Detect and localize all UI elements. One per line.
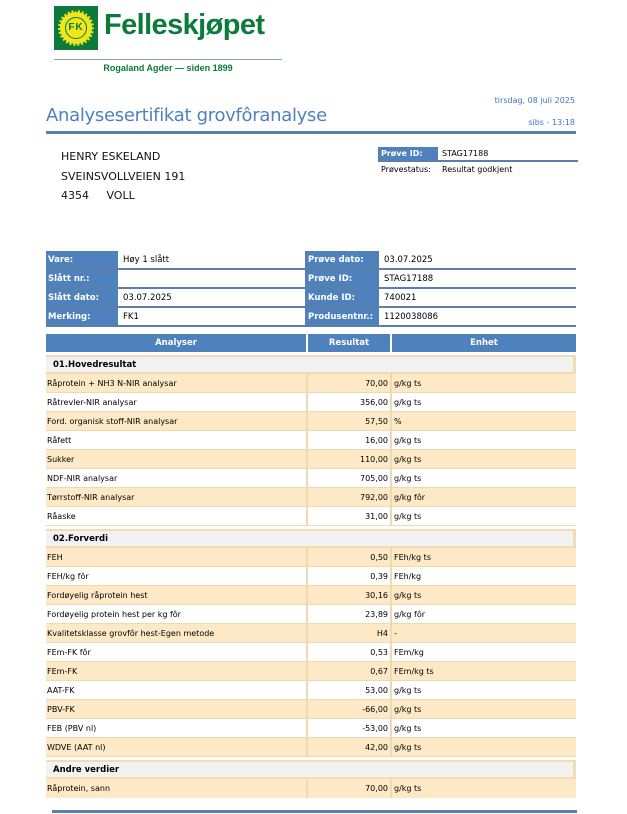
- result-unit: FEm/kg ts: [394, 666, 434, 676]
- result-unit: g/kg ts: [394, 685, 422, 695]
- analysis-name: Fordøyelig protein hest per kg fôr: [46, 605, 308, 623]
- result-value: 0,50: [308, 548, 392, 566]
- info-label-prove-id: Prøve ID:: [305, 270, 380, 287]
- result-unit: g/kg ts: [394, 473, 422, 483]
- result-unit: g/kg ts: [394, 590, 422, 600]
- result-value: 30,16: [308, 586, 392, 604]
- info-label-kunde-id: Kunde ID:: [305, 289, 380, 306]
- sample-summary: [378, 147, 578, 177]
- section-header: 01.Hovedresultat: [46, 355, 576, 374]
- logo-wordmark: Felleskjøpet: [104, 9, 265, 41]
- analysis-name: Ford. organisk stoff-NIR analysar: [46, 412, 308, 430]
- analysis-name: FEB (PBV nl): [46, 719, 308, 737]
- column-header-enhet: Enhet: [470, 338, 498, 348]
- table-row: [46, 700, 576, 719]
- result-value: 42,00: [308, 738, 392, 756]
- info-label-vare: Vare:: [46, 251, 119, 268]
- table-row: [46, 662, 576, 681]
- table-row: [46, 548, 576, 567]
- info-label-slatt-dato: Slått dato:: [46, 289, 119, 306]
- result-unit: g/kg fôr: [394, 609, 426, 619]
- result-unit: FEm/kg: [394, 647, 424, 657]
- info-value-prove-id: STAG17188: [384, 273, 434, 284]
- result-unit: g/kg ts: [394, 435, 422, 445]
- info-value-kunde-id: 740021: [384, 292, 417, 303]
- table-row: [46, 431, 576, 450]
- sample-status-value: Resultat godkjent: [442, 165, 513, 174]
- info-label-merking: Merking:: [46, 308, 119, 325]
- table-row: [46, 507, 576, 526]
- result-unit: g/kg ts: [394, 397, 422, 407]
- logo-badge-text: FK: [68, 22, 84, 33]
- info-value-slatt-nr: [119, 270, 301, 287]
- result-value: 31,00: [308, 507, 392, 525]
- table-row: [46, 681, 576, 700]
- sample-status-label: Prøvestatus:: [381, 165, 431, 174]
- analysis-name: FEm-FK: [46, 662, 308, 680]
- result-unit: g/kg ts: [394, 742, 422, 752]
- info-value-merking: FK1: [123, 311, 139, 322]
- result-value: H4: [308, 624, 392, 642]
- analysis-name: NDF-NIR analysar: [46, 469, 308, 487]
- result-value: 23,89: [308, 605, 392, 623]
- result-value: 57,50: [308, 412, 392, 430]
- result-unit: g/kg ts: [394, 378, 422, 388]
- recipient-street: SVEINSVOLLVEIEN 191: [61, 169, 186, 183]
- column-header-resultat: Resultat: [308, 334, 392, 352]
- report-date: tirsdag, 08 juli 2025: [494, 96, 575, 105]
- analysis-name: Råprotein + NH3 N-NIR analysar: [46, 374, 308, 392]
- analysis-name: WDVE (AAT nl): [46, 738, 308, 756]
- footer-divider: [52, 810, 577, 813]
- table-row: [46, 393, 576, 412]
- info-value-vare: Høy 1 slått: [123, 254, 170, 265]
- result-unit: FEh/kg ts: [394, 552, 431, 562]
- analysis-name: FEH: [46, 548, 308, 566]
- analysis-name: FEH/kg fôr: [46, 567, 308, 585]
- result-unit: g/kg ts: [394, 511, 422, 521]
- logo-tagline: Rogaland Agder — siden 1899: [103, 63, 233, 73]
- recipient-postal: 4354 VOLL: [61, 189, 135, 202]
- report-user-time: sibs - 13:18: [528, 118, 575, 127]
- info-value-prove-dato: 03.07.2025: [384, 254, 433, 265]
- result-value: -53,00: [308, 719, 392, 737]
- result-value: 53,00: [308, 681, 392, 699]
- result-unit: g/kg ts: [394, 784, 422, 793]
- analysis-name: Råtrevler-NIR analysar: [46, 393, 308, 411]
- result-value: 16,00: [308, 431, 392, 449]
- table-row: [46, 605, 576, 624]
- section-header: 02.Forverdi: [46, 529, 576, 548]
- analysis-name: Fordøyelig råprotein hest: [46, 586, 308, 604]
- analysis-name: Råaske: [46, 507, 308, 525]
- analysis-name: Råfett: [46, 431, 308, 449]
- result-value: 792,00: [308, 488, 392, 506]
- recipient-name: HENRY ESKELAND: [61, 150, 161, 163]
- result-unit: g/kg ts: [394, 454, 422, 464]
- table-row: [46, 412, 576, 431]
- table-row: [46, 450, 576, 469]
- result-value: 70,00: [308, 374, 392, 392]
- column-header-analyser: Analyser: [46, 334, 308, 352]
- info-value-slatt-dato: 03.07.2025: [123, 292, 172, 303]
- analysis-name: Råprotein, sann: [46, 779, 308, 798]
- table-row: [46, 719, 576, 738]
- analysis-name: Sukker: [46, 450, 308, 468]
- info-label-prove-dato: Prøve dato:: [305, 251, 380, 268]
- table-row: [46, 779, 576, 798]
- result-value: 0,67: [308, 662, 392, 680]
- table-row: [46, 469, 576, 488]
- table-row: [46, 374, 576, 393]
- logo-badge-icon: [54, 6, 98, 50]
- result-unit: g/kg fôr: [394, 492, 426, 502]
- result-value: 356,00: [308, 393, 392, 411]
- result-value: -66,00: [308, 700, 392, 718]
- result-value: 0,39: [308, 567, 392, 585]
- result-unit: -: [394, 628, 397, 638]
- result-value: 70,00: [308, 779, 392, 798]
- analysis-name: Kvalitetsklasse grovfôr hest-Egen metode: [46, 624, 308, 642]
- info-value-produsentnr: 1120038086: [384, 311, 439, 322]
- table-row: [46, 586, 576, 605]
- recipient-address: [61, 147, 185, 206]
- info-label-produsentnr: Produsentnr.:: [305, 308, 380, 325]
- info-label-slatt-nr: Slått nr.:: [46, 270, 119, 287]
- analysis-name: FEm-FK fôr: [46, 643, 308, 661]
- title-divider: [46, 131, 576, 134]
- results-header-row: [46, 334, 576, 352]
- analysis-name: PBV-FK: [46, 700, 308, 718]
- logo-divider: [54, 59, 282, 60]
- result-value: 110,00: [308, 450, 392, 468]
- company-logo: [54, 6, 282, 73]
- results-table: [46, 334, 576, 798]
- table-row: [46, 738, 576, 757]
- result-unit: g/kg ts: [394, 723, 422, 733]
- table-row: [46, 567, 576, 586]
- table-row: [46, 488, 576, 507]
- sample-id-label: Prøve ID:: [378, 147, 438, 160]
- result-value: 705,00: [308, 469, 392, 487]
- page-title: Analysesertifikat grovfôranalyse: [46, 105, 327, 126]
- result-unit: %: [394, 416, 402, 426]
- result-value: 0,53: [308, 643, 392, 661]
- table-row: [46, 624, 576, 643]
- sample-id-value: STAG17188: [442, 149, 489, 158]
- analysis-name: AAT-FK: [46, 681, 308, 699]
- result-unit: g/kg ts: [394, 704, 422, 714]
- sample-info-grid: [46, 251, 576, 327]
- section-header: Andre verdier: [46, 760, 576, 779]
- result-unit: FEh/kg: [394, 571, 422, 581]
- table-row: [46, 643, 576, 662]
- analysis-name: Tørrstoff-NIR analysar: [46, 488, 308, 506]
